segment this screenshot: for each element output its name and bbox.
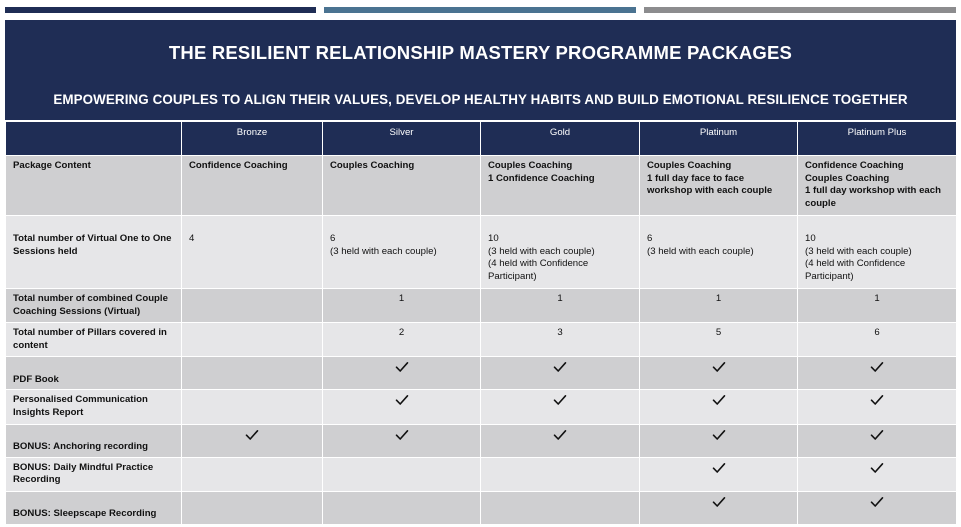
cell-bronze	[182, 323, 323, 357]
column-header-empty	[6, 122, 182, 156]
checkmark-icon	[245, 429, 259, 441]
cell-silver	[323, 491, 481, 524]
cell-gold	[481, 457, 640, 491]
cell-gold: 10 (3 held with each couple) (4 held with Confidence Participant)	[481, 216, 640, 289]
cell-silver	[323, 457, 481, 491]
checkmark-icon	[395, 394, 409, 406]
cell-platinum	[640, 424, 798, 457]
cell-platinum	[640, 390, 798, 424]
column-header-bronze: Bronze	[182, 122, 323, 156]
cell-gold	[481, 390, 640, 424]
column-header-platinum: Platinum	[640, 122, 798, 156]
cell-platinum-plus	[798, 491, 957, 524]
checkmark-icon	[712, 496, 726, 508]
cell-platinum-plus: Confidence Coaching Couples Coaching 1 full day workshop with each couple	[798, 156, 957, 216]
blue-accent-bar	[324, 7, 636, 13]
checkmark-icon	[870, 361, 884, 373]
top-decorative-bars	[5, 7, 956, 13]
cell-silver	[323, 390, 481, 424]
table-row-anchoring	[6, 424, 957, 457]
cell-bronze	[182, 289, 323, 323]
cell-silver: 1	[323, 289, 481, 323]
cell-gold: Couples Coaching 1 Confidence Coaching	[481, 156, 640, 216]
table-row-pdf-book	[6, 357, 957, 390]
table-row-pillars	[6, 323, 957, 357]
cell-platinum: 1	[640, 289, 798, 323]
cell-platinum-plus: 6	[798, 323, 957, 357]
table-row-sleepscape	[6, 491, 957, 524]
cell-gold	[481, 491, 640, 524]
row-label: BONUS: Daily Mindful Practice Recording	[6, 457, 182, 491]
checkmark-icon	[553, 429, 567, 441]
navy-accent-bar	[5, 7, 316, 13]
cell-bronze	[182, 457, 323, 491]
table-header-row	[6, 122, 957, 156]
cell-gold	[481, 357, 640, 390]
row-label: Total number of combined Couple Coaching Sessions (Virtual)	[6, 289, 182, 323]
cell-platinum	[640, 457, 798, 491]
column-header-gold: Gold	[481, 122, 640, 156]
cell-platinum-plus	[798, 457, 957, 491]
table-row-combined-sessions	[6, 289, 957, 323]
table-row-mindful-practice	[6, 457, 957, 491]
table-row-virtual-sessions	[6, 216, 957, 289]
checkmark-icon	[712, 394, 726, 406]
cell-gold: 1	[481, 289, 640, 323]
row-label: Personalised Communication Insights Report	[6, 390, 182, 424]
column-header-silver: Silver	[323, 122, 481, 156]
cell-bronze	[182, 491, 323, 524]
row-label: Total number of Virtual One to One Sessions held	[6, 216, 182, 289]
row-label: BONUS: Anchoring recording	[6, 424, 182, 457]
title-banner	[5, 20, 956, 120]
cell-silver	[323, 357, 481, 390]
cell-platinum-plus	[798, 357, 957, 390]
column-header-platinum-plus: Platinum Plus	[798, 122, 957, 156]
page-title: THE RESILIENT RELATIONSHIP MASTERY PROGRAMME PACKAGES	[168, 42, 793, 63]
checkmark-icon	[712, 361, 726, 373]
cell-bronze	[182, 390, 323, 424]
cell-bronze: 4	[182, 216, 323, 289]
cell-platinum-plus: 10 (3 held with each couple) (4 held with Confidence Participant)	[798, 216, 957, 289]
checkmark-icon	[553, 394, 567, 406]
checkmark-icon	[395, 429, 409, 441]
cell-platinum: 6 (3 held with each couple)	[640, 216, 798, 289]
row-label: BONUS: Sleepscape Recording	[6, 491, 182, 524]
table-row-insights-report	[6, 390, 957, 424]
cell-platinum-plus	[798, 390, 957, 424]
cell-platinum	[640, 357, 798, 390]
cell-bronze: Confidence Coaching	[182, 156, 323, 216]
packages-table	[5, 121, 957, 525]
cell-platinum: Couples Coaching 1 full day face to face workshop with each couple	[640, 156, 798, 216]
cell-platinum-plus: 1	[798, 289, 957, 323]
checkmark-icon	[870, 394, 884, 406]
row-label: Total number of Pillars covered in content	[6, 323, 182, 357]
gray-accent-bar	[644, 7, 956, 13]
cell-gold: 3	[481, 323, 640, 357]
cell-platinum: 5	[640, 323, 798, 357]
cell-silver: Couples Coaching	[323, 156, 481, 216]
checkmark-icon	[712, 462, 726, 474]
table-row-package-content	[6, 156, 957, 216]
cell-bronze	[182, 357, 323, 390]
cell-silver	[323, 424, 481, 457]
row-label: PDF Book	[6, 357, 182, 390]
cell-silver: 6 (3 held with each couple)	[323, 216, 481, 289]
checkmark-icon	[870, 429, 884, 441]
cell-platinum-plus	[798, 424, 957, 457]
page-subtitle: EMPOWERING COUPLES TO ALIGN THEIR VALUES, DEVELOP HEALTHY HABITS AND BUILD EMOTIONAL RESILIENCE TOGETHER	[53, 92, 908, 107]
checkmark-icon	[553, 361, 567, 373]
row-label: Package Content	[6, 156, 182, 216]
cell-silver: 2	[323, 323, 481, 357]
checkmark-icon	[870, 462, 884, 474]
checkmark-icon	[870, 496, 884, 508]
checkmark-icon	[395, 361, 409, 373]
cell-bronze	[182, 424, 323, 457]
cell-gold	[481, 424, 640, 457]
cell-platinum	[640, 491, 798, 524]
checkmark-icon	[712, 429, 726, 441]
